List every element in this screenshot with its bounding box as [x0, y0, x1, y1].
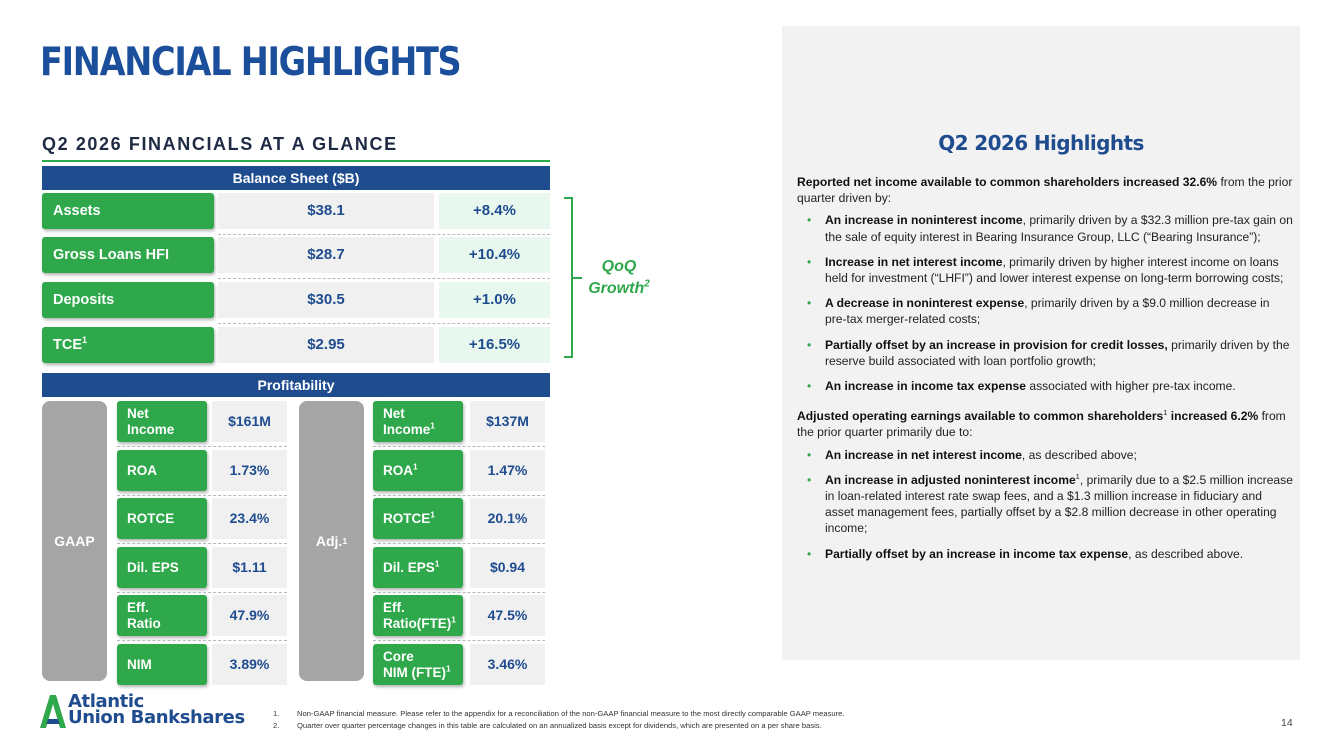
highlight-bullet: • A decrease in noninterest expense, primarily driven by a $9.0 million decrease in pre-tax merger-related costs;	[797, 295, 1293, 327]
balance-sheet-value: $2.95	[218, 327, 434, 363]
row-divider	[218, 234, 550, 235]
balance-sheet-value: $30.5	[218, 282, 434, 318]
metric-value: 47.5%	[470, 595, 545, 636]
row-divider	[117, 640, 287, 641]
balance-sheet-growth: +8.4%	[439, 193, 550, 229]
balance-sheet-heading: Balance Sheet ($B)	[42, 166, 550, 190]
metric-value: $0.94	[470, 547, 545, 588]
logo-mark-icon	[40, 695, 66, 728]
metric-value: 23.4%	[212, 498, 287, 539]
metric-label: Net Income$^1$	[373, 401, 463, 442]
balance-sheet-label: TCE$^1$	[42, 327, 214, 363]
metric-value: $1.11	[212, 547, 287, 588]
page-title: FINANCIAL HIGHLIGHTS	[40, 40, 461, 85]
row-divider	[218, 323, 550, 324]
balance-sheet-row	[42, 237, 550, 275]
balance-sheet-growth: +1.0%	[439, 282, 550, 318]
row-divider	[117, 592, 287, 593]
metric-value: 3.89%	[212, 644, 287, 685]
qoq-growth-label: QoQ Growth$^2$	[588, 258, 650, 297]
metric-value: 1.47%	[470, 450, 545, 491]
metric-label: ROTCE	[117, 498, 207, 539]
highlights-title: Q2 2026 Highlights	[938, 131, 1144, 155]
company-logo	[40, 692, 260, 732]
metric-value: $137M	[470, 401, 545, 442]
highlights-panel	[782, 26, 1300, 660]
balance-sheet-label: Assets	[42, 193, 214, 229]
row-divider	[373, 640, 545, 641]
row-divider	[373, 543, 545, 544]
reported-drivers-list	[797, 212, 1293, 394]
highlight-bullet: • An increase in net interest income, as described above;	[797, 447, 1293, 463]
metric-label: ROA	[117, 450, 207, 491]
row-divider	[218, 278, 550, 279]
metric-label: NIM	[117, 644, 207, 685]
balance-sheet-growth: +16.5%	[439, 327, 550, 363]
logo-wordmark: Atlantic Union Bankshares	[68, 691, 245, 728]
metric-label: ROA$^1$	[373, 450, 463, 491]
subtitle-underline	[42, 160, 550, 162]
highlights-body	[797, 174, 1293, 576]
metric-label: Core NIM (FTE)$^1$	[373, 644, 463, 685]
balance-sheet-label: Deposits	[42, 282, 214, 318]
metric-value: 3.46%	[470, 644, 545, 685]
highlights-intro-adjusted: Adjusted operating earnings available to common shareholders$^1$ increased 6.2% from the prior quarter primarily due to:	[797, 408, 1286, 440]
highlight-bullet: • An increase in adjusted noninterest income$^1$, primarily due to a $2.5 million increase in loan-related interest rate swap fees, and a $1.3 million increase in fiduciary and asset management fees, partially offset by a $2.8 million decrease in other operating income;	[797, 472, 1293, 537]
metric-value: $161M	[212, 401, 287, 442]
section-subtitle: Q2 2026 FINANCIALS AT A GLANCE	[42, 134, 398, 154]
metric-label: Eff. Ratio	[117, 595, 207, 636]
row-divider	[373, 495, 545, 496]
gaap-pill: GAAP	[42, 401, 107, 681]
footnote: 2. Quarter over quarter percentage changes in this table are calculated on an annualized basis except for dividends, which are presented on a per share basis.	[273, 720, 822, 730]
metric-label: Dil. EPS$^1$	[373, 547, 463, 588]
balance-sheet-value: $28.7	[218, 237, 434, 273]
highlight-bullet: • Partially offset by an increase in provision for credit losses, primarily driven by the reserve build associated with loan portfolio growth;	[797, 337, 1293, 369]
highlights-intro-reported: Reported net income available to common shareholders increased 32.6% from the prior quarter driven by:	[797, 175, 1293, 206]
balance-sheet-row	[42, 282, 550, 320]
metric-value: 47.9%	[212, 595, 287, 636]
footnotes	[273, 708, 844, 731]
row-divider	[373, 446, 545, 447]
balance-sheet-row	[42, 327, 550, 365]
metric-label: Dil. EPS	[117, 547, 207, 588]
highlight-bullet: • Increase in net interest income, primarily driven by higher interest income on loans held for investment (“LHFI”) and lower interest expense on long-term borrowing costs;	[797, 254, 1293, 286]
metric-value: 1.73%	[212, 450, 287, 491]
adjusted-drivers-list	[797, 447, 1293, 562]
balance-sheet-label: Gross Loans HFI	[42, 237, 214, 273]
adjusted-pill: Adj. 1	[299, 401, 364, 681]
metric-label: Net Income	[117, 401, 207, 442]
highlight-bullet: • An increase in income tax expense associated with higher pre-tax income.	[797, 378, 1293, 394]
highlight-bullet: • An increase in noninterest income, primarily driven by a $32.3 million pre-tax gain on the sale of equity interest in Bearing Insurance Group, LLC (“Bearing Insurance”);	[797, 212, 1293, 244]
profitability-heading: Profitability	[42, 373, 550, 397]
balance-sheet-growth: +10.4%	[439, 237, 550, 273]
row-divider	[117, 543, 287, 544]
row-divider	[117, 446, 287, 447]
page-number: 14	[1281, 717, 1293, 729]
qoq-bracket	[564, 197, 573, 358]
row-divider	[117, 495, 287, 496]
footnote: 1. Non-GAAP financial measure. Please refer to the appendix for a reconciliation of the non-GAAP financial measure to the most directly comparable GAAP measure.	[273, 709, 845, 718]
metric-label: Eff. Ratio(FTE)$^1$	[373, 595, 463, 636]
metric-value: 20.1%	[470, 498, 545, 539]
highlight-bullet: • Partially offset by an increase in income tax expense, as described above.	[797, 546, 1293, 562]
balance-sheet-row	[42, 193, 550, 231]
balance-sheet-value: $38.1	[218, 193, 434, 229]
metric-label: ROTCE$^1$	[373, 498, 463, 539]
row-divider	[373, 592, 545, 593]
